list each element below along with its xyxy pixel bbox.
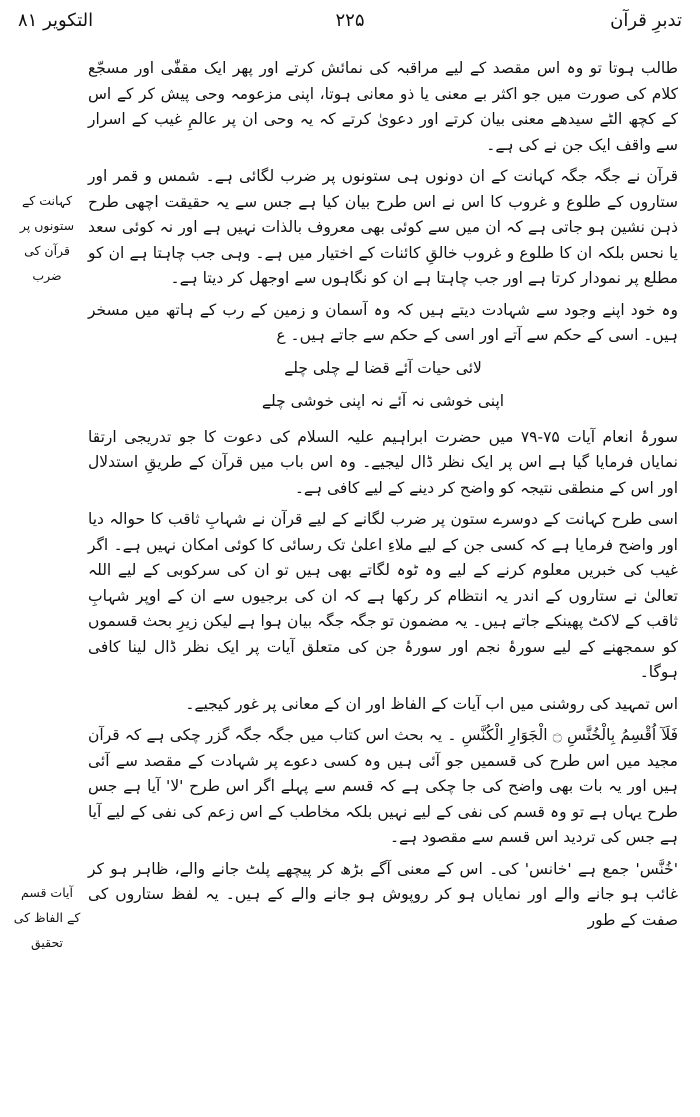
verse-line: لائی حیات آئے قضا لے چلی چلے — [284, 358, 482, 377]
surah-name: التکویر ۸۱ — [18, 10, 94, 31]
book-title: تدبرِ قرآن — [610, 10, 682, 31]
poetry-verse — [88, 355, 678, 415]
page-header — [0, 10, 700, 40]
page-number: ۲۲۵ — [335, 10, 365, 31]
paragraph: فَلَآ اُقْسِمُ بِالْخُنَّسِ ۝ الْجَوَارِ الْکُنَّسِ ۔ یہ بحث اس کتاب میں جگہ جگہ گزر چکی ہے کہ قرآن مجید میں اس طرح کی قسمیں جو آئی ہیں وہ کسی دعوے پر شہادت کے مقصد سے آئی ہیں اور یہ بات بھی واضح کی جا چکی ہے کہ قسم سے پہلے اگر اس طرح 'لا' آیا ہے جس طرح یہاں ہے تو وہ قسم کی نفی کے لیے نہیں بلکہ مخاطب کے اس زعم کی نفی کے لیے آیا ہے جس کی تردید اس قسم سے مقصود ہے۔ — [88, 726, 678, 846]
margin-note-line: کے الفاظ کی — [13, 910, 81, 925]
margin-note-line: تحقیق — [30, 935, 64, 950]
margin-note-line: ستونوں پر — [19, 218, 75, 233]
paragraph: 'خُنَّس' جمع ہے 'خانس' کی۔ اس کے معنی آگے بڑھ کر پیچھے پلٹ جانے والے، ظاہر ہو کر غائب ہو جانے والے اور نمایاں ہو کر روپوش ہو جانے والے کے ہیں۔ یہ لفظ ستاروں کی صفت کے طور — [88, 859, 678, 929]
paragraph: قرآن نے جگہ جگہ کہانت کے ان دونوں ہی ستونوں پر ضرب لگائی ہے۔ شمس و قمر اور ستاروں کے طلوع و غروب کا اس نے اس طرح بیان کیا ہے جس سے یہ حقیقت اچھی طرح ذہن نشین ہو جاتی ہے کہ ان میں سے کوئی بھی معروف بالذات نہیں ہے اور نہ کوئی سعد یا نحس بلکہ ان کا طلوع و غروب خالقِ کائنات کے اختیار میں ہے۔ وہی جب چاہتا ہے ان کو مطلع پر نمودار کرتا ہے اور جب چاہتا ہے ان کو نگاہوں سے اوجھل کر دیتا ہے۔ — [88, 167, 678, 287]
paragraph: طالب ہوتا تو وہ اس مقصد کے لیے مراقبہ کی نمائش کرتے اور پھر ایک مقفّٰی اور مسجّع کلام کی صورت میں جو اکثر بے معنی یا ذو معانی ہوتا، اپنی مزعومہ وحی پیش کر کے اس کے کچھ الٹے سیدھے معنی بیان کرتے اور دعویٰ کرتے کہ یہ وحی ان پر عالمِ غیب کے اسرار سے واقف ایک جن نے کی ہے۔ — [88, 59, 678, 154]
paragraph: سورۂ انعام آیات ۷۵-۷۹ میں حضرت ابراہیم علیہ السلام کی دعوت کا جو تدریجی ارتقا نمایاں فرمایا گیا ہے اس پر ایک نظر ڈال لیجیے۔ وہ اس باب میں قرآن کے طریقِ استدلال اور اس کے منطقی نتیجہ کو واضح کر دینے کے لیے کافی ہے۔ — [88, 427, 678, 497]
verse-line: اپنی خوشی نہ آئے نہ اپنی خوشی چلے — [261, 391, 505, 410]
paragraph: اس تمہید کی روشنی میں اب آیات کے الفاظ اور ان کے معانی پر غور کیجیے۔ — [185, 694, 678, 713]
body-text — [88, 56, 678, 939]
paragraph: اسی طرح کہانت کے دوسرے ستون پر ضرب لگانے کے لیے قرآن نے شہابِ ثاقب کا حوالہ دیا اور واضح فرمایا ہے کہ کسی جن کے لیے ملاءِ اعلیٰ تک رسائی کا کوئی امکان نہیں ہے۔ اگر غیب کی خبریں معلوم کرنے کے لیے وہ ٹوہ لگاتے بھی ہیں تو ان کی سرکوبی کے لیے اللہ تعالیٰ نے ستاروں کے اندر یہ انتظام کر رکھا ہے کہ ان کی برجیوں سے ان کے اوپر شہابِ ثاقب کے لاکٹ پھینکے جاتے ہیں۔ یہ مضمون تو جگہ جگہ بیان ہوا ہے لیکن زیرِ بحث قسموں کو سمجھنے کے لیے سورۂ نجم اور سورۂ جن کی متعلق آیات پر ایک نظر ڈال لینا کافی ہوگا۔ — [88, 510, 678, 681]
margin-note-line: کہانت کے — [21, 193, 73, 208]
margin-note-line: آیات قسم — [21, 885, 73, 900]
margin-note-kahanat — [10, 188, 84, 288]
paragraph: وہ خود اپنے وجود سے شہادت دیتے ہیں کہ وہ آسمان و زمین کے رب کے ہاتھ میں مسخر ہیں۔ اسی کے حکم سے آتے اور اسی کے حکم سے جاتے ہیں۔ ع — [88, 300, 678, 344]
margin-note-qasam — [10, 880, 84, 955]
margin-note-line: قرآن کی ضرب — [24, 243, 70, 283]
